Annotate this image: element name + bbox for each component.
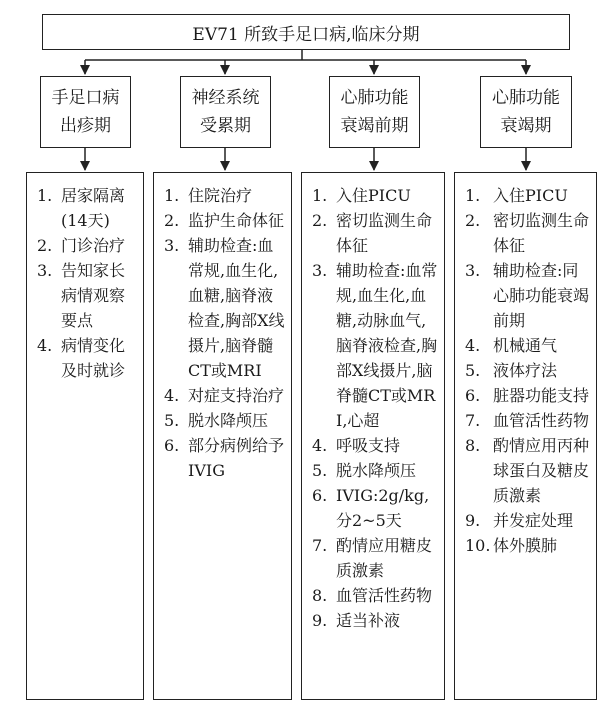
list-item: 8. 血管活性药物 xyxy=(312,586,433,605)
stage-3-label-line-2: 衰竭前期 xyxy=(340,116,409,136)
title-box xyxy=(42,14,570,50)
list-item: 4. 病情变化及时就诊 xyxy=(37,336,126,380)
list-item: 3. 辅助检查:血常规,血生化,血糖,脑脊液检查,胸部X线摄片,脑脊髓CT或MRI xyxy=(164,236,285,380)
stage-4-label-line-2: 衰竭期 xyxy=(500,116,552,136)
list-item: 1. 入住PICU xyxy=(312,186,411,205)
list-item: 6. IVIG:2g/kg,分2~5天 xyxy=(312,486,430,530)
detail-box-stage-3 xyxy=(301,172,445,700)
stage-2-label-line-2: 受累期 xyxy=(200,116,251,136)
stage-box-3 xyxy=(329,76,420,148)
list-item: 5. 液体疗法 xyxy=(465,361,558,380)
list-item: 7. 酌情应用糖皮质激素 xyxy=(312,536,433,580)
list-item: 2. 门诊治疗 xyxy=(37,236,126,255)
stage-4-measures-list xyxy=(465,183,590,558)
stage-3-measures-list xyxy=(312,183,438,633)
stage-1-label-line-1: 手足口病 xyxy=(51,88,120,108)
stage-3-label-line-1: 心肺功能 xyxy=(340,88,409,108)
stage-4-label-line-1: 心肺功能 xyxy=(492,88,560,108)
stage-box-1 xyxy=(40,76,131,148)
list-item: 7. 血管活性药物 xyxy=(465,411,590,430)
detail-box-stage-2 xyxy=(153,172,292,700)
list-item: 9. 适当补液 xyxy=(312,611,401,630)
stage-box-2 xyxy=(180,76,271,148)
stage-1-measures-list xyxy=(37,183,137,383)
list-item: 4. 呼吸支持 xyxy=(312,436,401,455)
list-item: 5. 脱水降颅压 xyxy=(164,411,269,430)
list-item: 4. 机械通气 xyxy=(465,336,558,355)
list-item: 1. 居家隔离(14天) xyxy=(37,186,126,230)
diagram-title: EV71 所致手足口病,临床分期 xyxy=(192,24,420,45)
list-item: 6. 部分病例给予IVIG xyxy=(164,436,285,480)
list-item: 3. 辅助检查:血常规,血生化,血糖,动脉血气,脑脊液检查,胸部X线摄片,脑脊髓CT或MRI,心超 xyxy=(312,261,438,430)
stage-1-label-line-2: 出疹期 xyxy=(60,116,111,136)
list-item: 9. 并发症处理 xyxy=(465,511,574,530)
list-item: 6. 脏器功能支持 xyxy=(465,386,590,405)
list-item: 2. 监护生命体征 xyxy=(164,211,285,230)
list-item: 8. 酌情应用丙种球蛋白及糖皮质激素 xyxy=(465,436,590,505)
stage-2-measures-list xyxy=(164,183,285,483)
list-item: 4. 对症支持治疗 xyxy=(164,386,285,405)
stage-box-4 xyxy=(480,76,572,148)
list-item: 5. 脱水降颅压 xyxy=(312,461,417,480)
detail-box-stage-1 xyxy=(26,172,144,700)
list-item: 2. 密切监测生命体征 xyxy=(465,211,590,255)
list-item: 10. 体外膜肺 xyxy=(465,536,558,555)
list-item: 1. 入住PICU xyxy=(465,186,568,205)
stage-2-label-line-1: 神经系统 xyxy=(191,88,260,108)
list-item: 3. 辅助检查:同心肺功能衰竭前期 xyxy=(465,261,590,330)
detail-box-stage-4 xyxy=(454,172,597,700)
list-item: 3. 告知家长病情观察要点 xyxy=(37,261,126,330)
list-item: 2. 密切监测生命体征 xyxy=(312,211,433,255)
list-item: 1. 住院治疗 xyxy=(164,186,253,205)
